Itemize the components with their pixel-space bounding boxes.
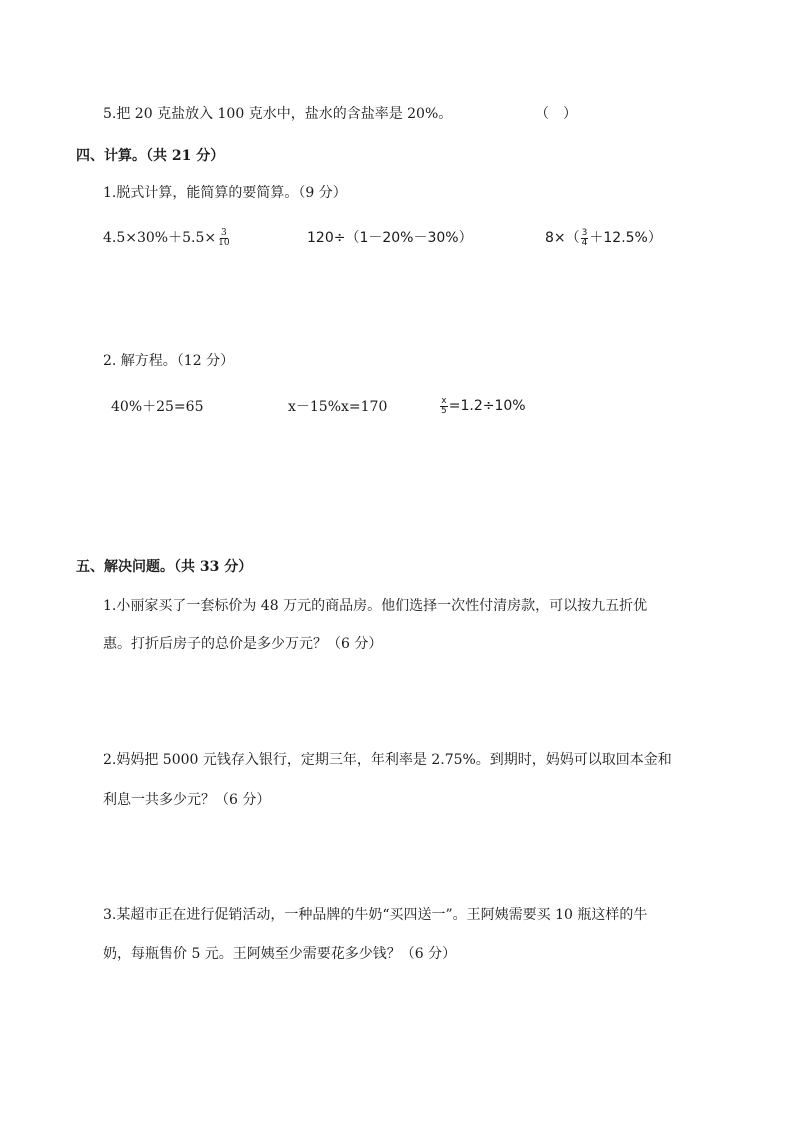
problem-1-line-1: 1.小丽家买了一套标价为 48 万元的商品房。他们选择一次性付清房款，可以按九五折优: [103, 598, 648, 614]
question-4-1-title: 1.脱式计算，能简算的要简算。（9 分）: [103, 185, 347, 201]
section-5-heading: 五、解决问题。（共 33 分）: [76, 559, 253, 575]
equation-3-rest: =1.2÷10%: [448, 398, 526, 414]
fraction-denominator: 4: [581, 237, 588, 248]
calc-3-post: ＋12.5%）: [589, 230, 662, 246]
equation-3: [439, 396, 526, 416]
fraction-numerator: 3: [581, 227, 588, 238]
problem-2-line-2: 利息一共多少元？（6 分）: [103, 792, 271, 808]
answer-bracket: （ ）: [535, 106, 577, 122]
calc-expression-2: 120÷（1－20%－30%）: [307, 230, 473, 246]
fraction: [440, 397, 448, 416]
fraction: [581, 229, 589, 248]
calc-expression-1: [103, 228, 232, 248]
equation-2: x－15%x=170: [288, 399, 388, 415]
section-4-heading: 四、计算。（共 21 分）: [76, 148, 225, 164]
question-4-2-title: 2. 解方程。（12 分）: [103, 353, 235, 369]
calc-expression-3: [545, 228, 662, 248]
fraction-numerator: 3: [220, 227, 227, 238]
calc-3-pre: 8×（: [545, 230, 580, 246]
problem-1-line-2: 惠。打折后房子的总价是多少万元？（6 分）: [103, 636, 383, 652]
fraction-denominator: 5: [441, 405, 447, 416]
fraction-numerator: x: [441, 395, 447, 406]
question-3-5: 5.把 20 克盐放入 100 克水中，盐水的含盐率是 20%。: [103, 106, 453, 122]
problem-2-line-1: 2.妈妈把 5000 元钱存入银行，定期三年，年利率是 2.75%。到期时，妈妈可以取回本金和: [103, 752, 672, 768]
equation-1: 40%＋25=65: [111, 399, 204, 415]
problem-3-line-1: 3.某超市正在进行促销活动，一种品牌的牛奶“买四送一”。王阿姨需要买 10 瓶这样的牛: [103, 907, 648, 923]
calc-1-text: 4.5×30%＋5.5×: [103, 230, 217, 246]
fraction: [217, 229, 230, 248]
fraction-denominator: 10: [218, 237, 230, 248]
problem-3-line-2: 奶，每瓶售价 5 元。王阿姨至少需要花多少钱？（6 分）: [103, 946, 457, 962]
